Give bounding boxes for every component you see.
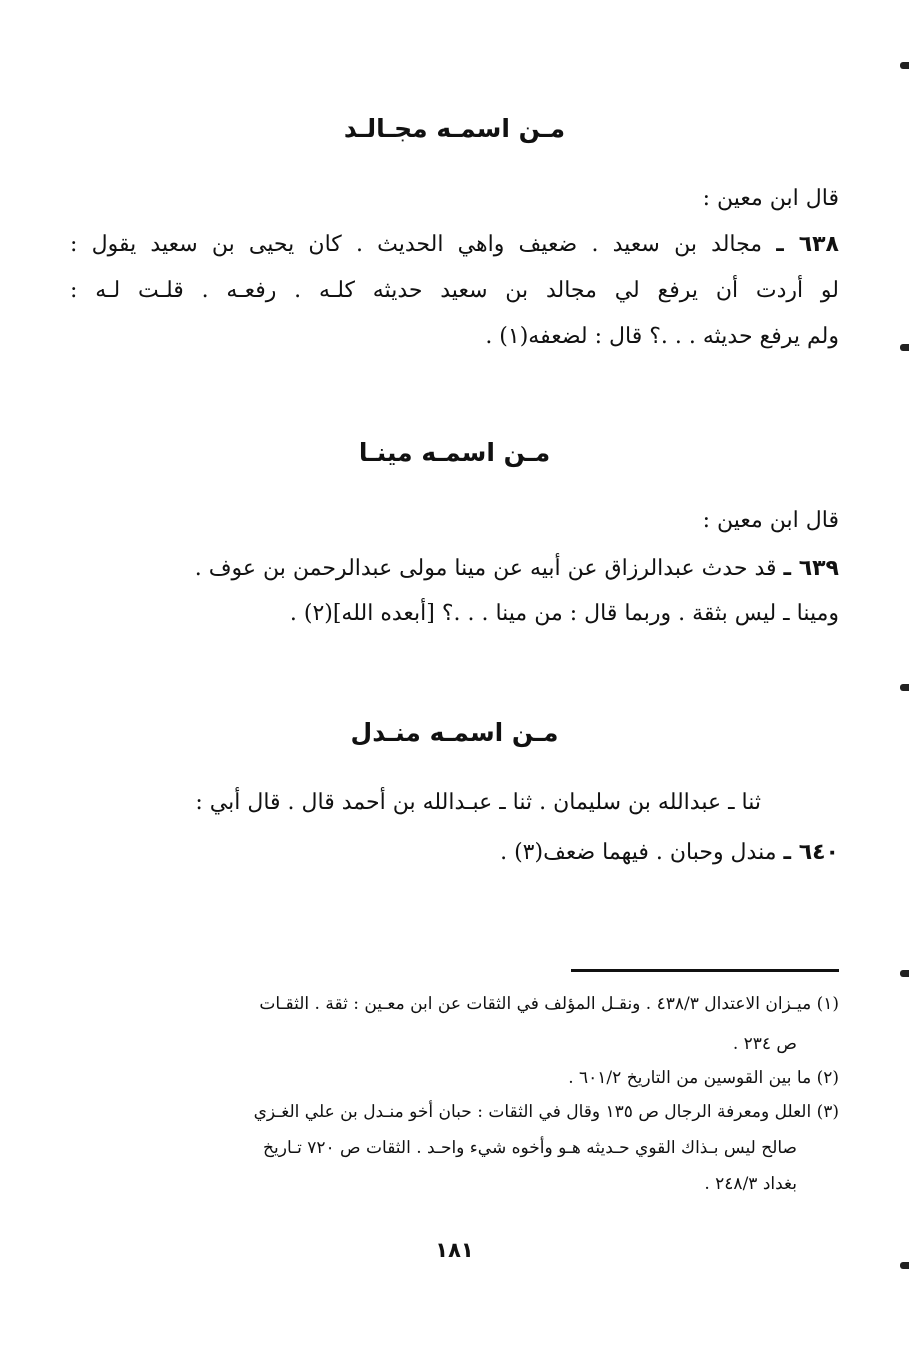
footnote-1-line: ص ٢٣٤ .: [732, 1034, 797, 1054]
entry-number: ٦٤٠ ـ: [783, 840, 839, 865]
entry-text: مندل وحبان . فيهما ضعف(٣) .: [500, 840, 777, 865]
intro-line: ثنا ـ عبدالله بن سليمان . ثنا ـ عبـدالله بن أحمد قال . قال أبي :: [195, 790, 761, 815]
section-heading-mujalid: مـن اسمـه مجـالـد: [343, 114, 566, 143]
footnote-3-line: بغداد ٢٤٨/٣ .: [704, 1174, 797, 1194]
section-heading-mandal: مـن اسمـه منـدل: [350, 718, 559, 747]
entry-line: [70, 234, 839, 256]
section-heading-mina: مـن اسمـه مينـا: [358, 438, 551, 467]
entry-text: قد حدث عبدالرزاق عن أبيه عن مينا مولى عبدالرحمن بن عوف .: [194, 556, 777, 581]
scan-edge-mark: [900, 1262, 909, 1269]
entry-line: ولم يرفع حديثه . . .؟ قال : لضعفه(١) .: [485, 324, 839, 349]
footnote-3-line: صالح ليس بـذاك القوي حـديثه هـو وأخوه شيء واحـد . الثقات ص ٧٢٠ تـاريخ: [263, 1138, 797, 1158]
entry-line: [70, 842, 839, 864]
intro-line: قال ابن معين :: [702, 186, 839, 211]
scan-edge-mark: [900, 62, 909, 69]
entry-number: ٦٣٩ ـ: [783, 556, 839, 581]
scan-edge-mark: [900, 344, 909, 351]
scan-edge-mark: [900, 970, 909, 977]
footnote-2-line: (٢) ما بين القوسين من التاريخ ٦٠١/٢ .: [568, 1068, 839, 1088]
entry-line: [70, 558, 839, 580]
page-number: ١٨١: [435, 1238, 474, 1262]
footnote-rule: [571, 969, 839, 972]
intro-line: قال ابن معين :: [702, 508, 839, 533]
entry-line: ومينا ـ ليس بثقة . وربما قال : من مينا . . .؟ [أبعده الله](٢) .: [289, 601, 839, 626]
scan-edge-mark: [900, 684, 909, 691]
entry-line: لو أردت أن يرفع لي مجالد بن سعيد حديثه كلـه . رفعـه . قلـت لـه :: [70, 278, 839, 303]
footnote-3-line: (٣) العلل ومعرفة الرجال ص ١٣٥ وقال في الثقات : حبان أخو منـدل بن علي الغـزي: [253, 1102, 839, 1122]
entry-text: مجالد بن سعيد . ضعيف واهي الحديث . كان يحيى بن سعيد يقول :: [70, 232, 763, 257]
footnote-1-line: (١) ميـزان الاعتدال ٤٣٨/٣ . ونقـل المؤلف في الثقات عن ابن معـين : ثقة . الثقـات: [259, 994, 839, 1014]
entry-number: ٦٣٨ ـ: [776, 232, 839, 257]
